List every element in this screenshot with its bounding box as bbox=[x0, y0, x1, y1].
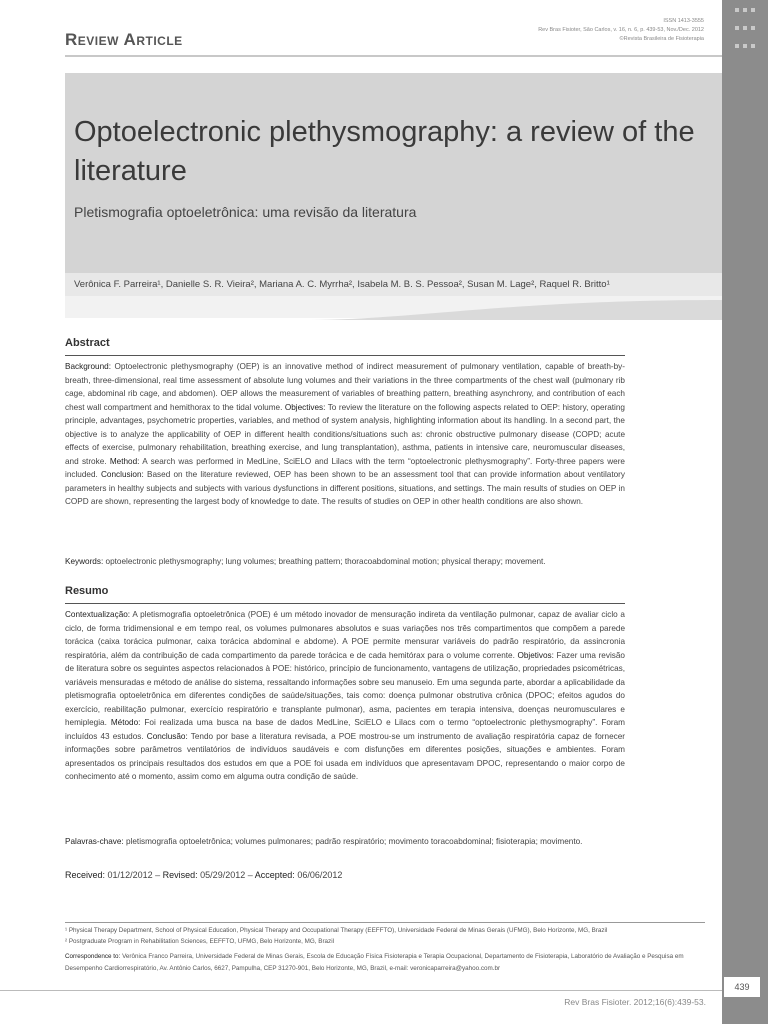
objetivos-text: Fazer uma revisão de literatura sobre os seguintes aspectos relacionados à POE: histórico, princípio de funcionamento, vantagens de utilização, propriedades psicométricas, variáveis mensuradas e método de análise do sistema, ressaltando informações sobre seu manuseio. Em uma segunda parte, abordar a aplicabilidade da pletismografia optoeletrônica em diferentes condições de saúde/situações, tais como: doença pulmonar obstrutiva crônica (DPOC; efeitos agudos do exercício, reabilitação pulmonar, exercício respiratório e transplante pulmonar), asma, pacientes em terapia intensiva, doenças neuromusculares e hemiplegia. bbox=[65, 650, 625, 727]
context-label: Contextualização: bbox=[65, 610, 131, 619]
metodo-text: Foi realizada uma busca na base de dados MedLine, SciELO e Lilacs com o termo “optoelectronic plethysmography”. Foram incluídos 43 estudos. bbox=[65, 718, 625, 741]
objetivos-label: Objetivos: bbox=[517, 650, 554, 660]
conclusion-label: Conclusion: bbox=[101, 470, 144, 479]
issn: ISSN 1413-3555 bbox=[663, 18, 704, 24]
page-number: 439 bbox=[724, 977, 760, 997]
footnote-divider bbox=[65, 922, 705, 923]
citation: Rev Bras Fisioter, São Carlos, v. 16, n. 6, p. 439-53, Nov./Dec. 2012 bbox=[538, 27, 704, 33]
method-label: Method: bbox=[109, 456, 140, 466]
section-label: Review Article bbox=[65, 30, 183, 49]
conclusion-text: Based on the literature reviewed, OEP has been shown to be an assessment tool that can provide information about ventilatory parameters in healthy subjects and subjects with various dysfunctions in different positions, situations, and settings. The main results of studies on OEP in COPD are shown, representing the largest body of knowledge to date. The results of studies on OEP in other health conditions are also shown. bbox=[65, 470, 626, 506]
footer-divider bbox=[0, 990, 722, 991]
conclusao-label: Conclusão: bbox=[146, 731, 188, 741]
palavras-label: Palavras-chave: bbox=[65, 837, 124, 846]
decorative-dots bbox=[735, 5, 759, 59]
author-list: Verônica F. Parreira¹, Danielle S. R. Vieira², Mariana A. C. Myrrha², Isabela M. B. S. Pessoa², Susan M. Lage², Raquel R. Britto¹ bbox=[74, 279, 610, 290]
background-text: Optoelectronic plethysmography (OEP) is an innovative method of indirect measurement of pulmonary ventilation, capable of breath-by-breath, three-dimensional, real time assessment of absolute lung volumes and their variations in the three compartments of the chest wall (pulmonary rib cage, abdominal rib cage, and abdomen). OEP allows the measurement of variables of breathing pattern, breathing asynchrony, and contribution of each chest wall compartment and hemithorax to the tidal volume. bbox=[65, 362, 625, 412]
received-date: 01/12/2012 bbox=[107, 870, 153, 880]
correspondence-text: Verônica Franco Parreira, Universidade Federal de Minas Gerais, Escola de Educação Física Fisioterapia e Terapia Ocupacional, Departamento de Fisioterapia, Laboratório de Avaliação e Pesquisa em Desempenho Cardiorrespiratório, Av. Antônio Carlos, 6627, Pampulha, CEP 31270-901, Belo Horizonte, MG, Brazil, e-mail: veronicaparreira@yahoo.com.br bbox=[65, 953, 684, 972]
resumo-rule bbox=[65, 603, 625, 604]
conclusao-text: Tendo por base a literatura revisada, a POE mostrou-se um instrumento de avaliação respiratória capaz de fornecer informações sobre parâmetros ventilatórios de indivíduos saudáveis e com disfunções em diferentes posições, situações e ambientes. Foram apresentados os principais resultados dos estudos em que a POE foi usada em indivíduos que apresentavam DPOC, representando o maior corpo de conhecimento até o momento, assim como em alguma outra condição de saúde. bbox=[65, 731, 625, 781]
keywords-text: optoelectronic plethysmography; lung volumes; breathing pattern; thoracoabdominal motion; physical therapy; movement. bbox=[105, 557, 546, 566]
article-dates bbox=[65, 870, 342, 880]
method-text: A search was performed in MedLine, SciELO and Lilacs with the term “optoelectronic plethysmography”. Forty-three papers were included. bbox=[65, 456, 625, 479]
received-label: Received: bbox=[65, 870, 106, 880]
keywords-label: Keywords: bbox=[65, 557, 104, 566]
journal-reference: Rev Bras Fisioter. 2012;16(6):439-53. bbox=[564, 997, 706, 1007]
context-text: A pletismografia optoeletrônica (POE) é um método inovador de mensuração indireta da ventilação pulmonar, capaz de avaliar ciclo a ciclo, de forma tridimensional e em tempo real, os volumes pulmonares absolutos e suas variações nos três compartimentos que compõem a parede torácica (caixa torácica pulmonar, caixa torácica abdominal e abdome). A POE permite mensurar variáveis do padrão respiratório, da assincronia respiratória, além da contribuição de cada compartimento da parede torácica e de cada hemitórax para o volume corrente. bbox=[65, 610, 625, 660]
abstract-rule bbox=[65, 355, 625, 356]
correspondence-label: Correspondence to: bbox=[65, 953, 121, 960]
revised-date: 05/29/2012 bbox=[200, 870, 246, 880]
abstract-heading: Abstract bbox=[65, 337, 110, 349]
abstract-keywords bbox=[65, 557, 645, 566]
date-sep-1: – bbox=[155, 870, 161, 880]
objectives-label: Objectives: bbox=[284, 402, 326, 412]
revised-label: Revised: bbox=[162, 870, 198, 880]
background-label: Background: bbox=[65, 362, 111, 371]
resumo-body bbox=[65, 608, 625, 784]
affiliation-2: ² Postgraduate Program in Rehabilitation Sciences, EEFFTO, UFMG, Belo Horizonte, MG, Brazil bbox=[65, 938, 335, 945]
objectives-text: To review the literature on the following aspects related to OEP: history, operating principle, advantages, psychometric properties, variables, and method of system analysis, highlighting information about its handling. In a second part, the objective is to analyze the applicability of OEP in different health conditions/situations such as: chronic obstructive pulmonary disease (COPD; acute effects of exercise, pulmonary rehabilitation, breathing exercise, and lung transplantation), asthma, patients in intensive care, neuromuscular diseases, and stroke. bbox=[65, 402, 625, 466]
article-title: Optoelectronic plethysmography: a review of the literature bbox=[74, 116, 695, 187]
accepted-date: 06/06/2012 bbox=[297, 870, 343, 880]
decorative-curve bbox=[300, 300, 722, 320]
header-divider bbox=[65, 55, 722, 57]
abstract-body bbox=[65, 360, 625, 509]
correspondence bbox=[65, 951, 705, 974]
copyright: ©Revista Brasileira de Fisioterapia bbox=[619, 36, 704, 42]
journal-meta bbox=[538, 17, 704, 44]
article-subtitle: Pletismografia optoeletrônica: uma revisão da literatura bbox=[74, 204, 417, 220]
resumo-keywords bbox=[65, 837, 645, 846]
resumo-heading: Resumo bbox=[65, 585, 109, 597]
accepted-label: Accepted: bbox=[254, 870, 295, 880]
metodo-label: Método: bbox=[110, 718, 141, 727]
date-sep-2: – bbox=[247, 870, 253, 880]
palavras-text: pletismografia optoeletrônica; volumes pulmonares; padrão respiratório; movimento toracoabdominal; fisioterapia; movimento. bbox=[126, 837, 583, 846]
right-margin-bar bbox=[722, 0, 768, 1024]
affiliation-1: ¹ Physical Therapy Department, School of Physical Education, Physical Therapy and Occupational Therapy (EEFFTO), Universidade Federal de Minas Gerais (UFMG), Belo Horizonte, MG, Brazil bbox=[65, 927, 608, 934]
